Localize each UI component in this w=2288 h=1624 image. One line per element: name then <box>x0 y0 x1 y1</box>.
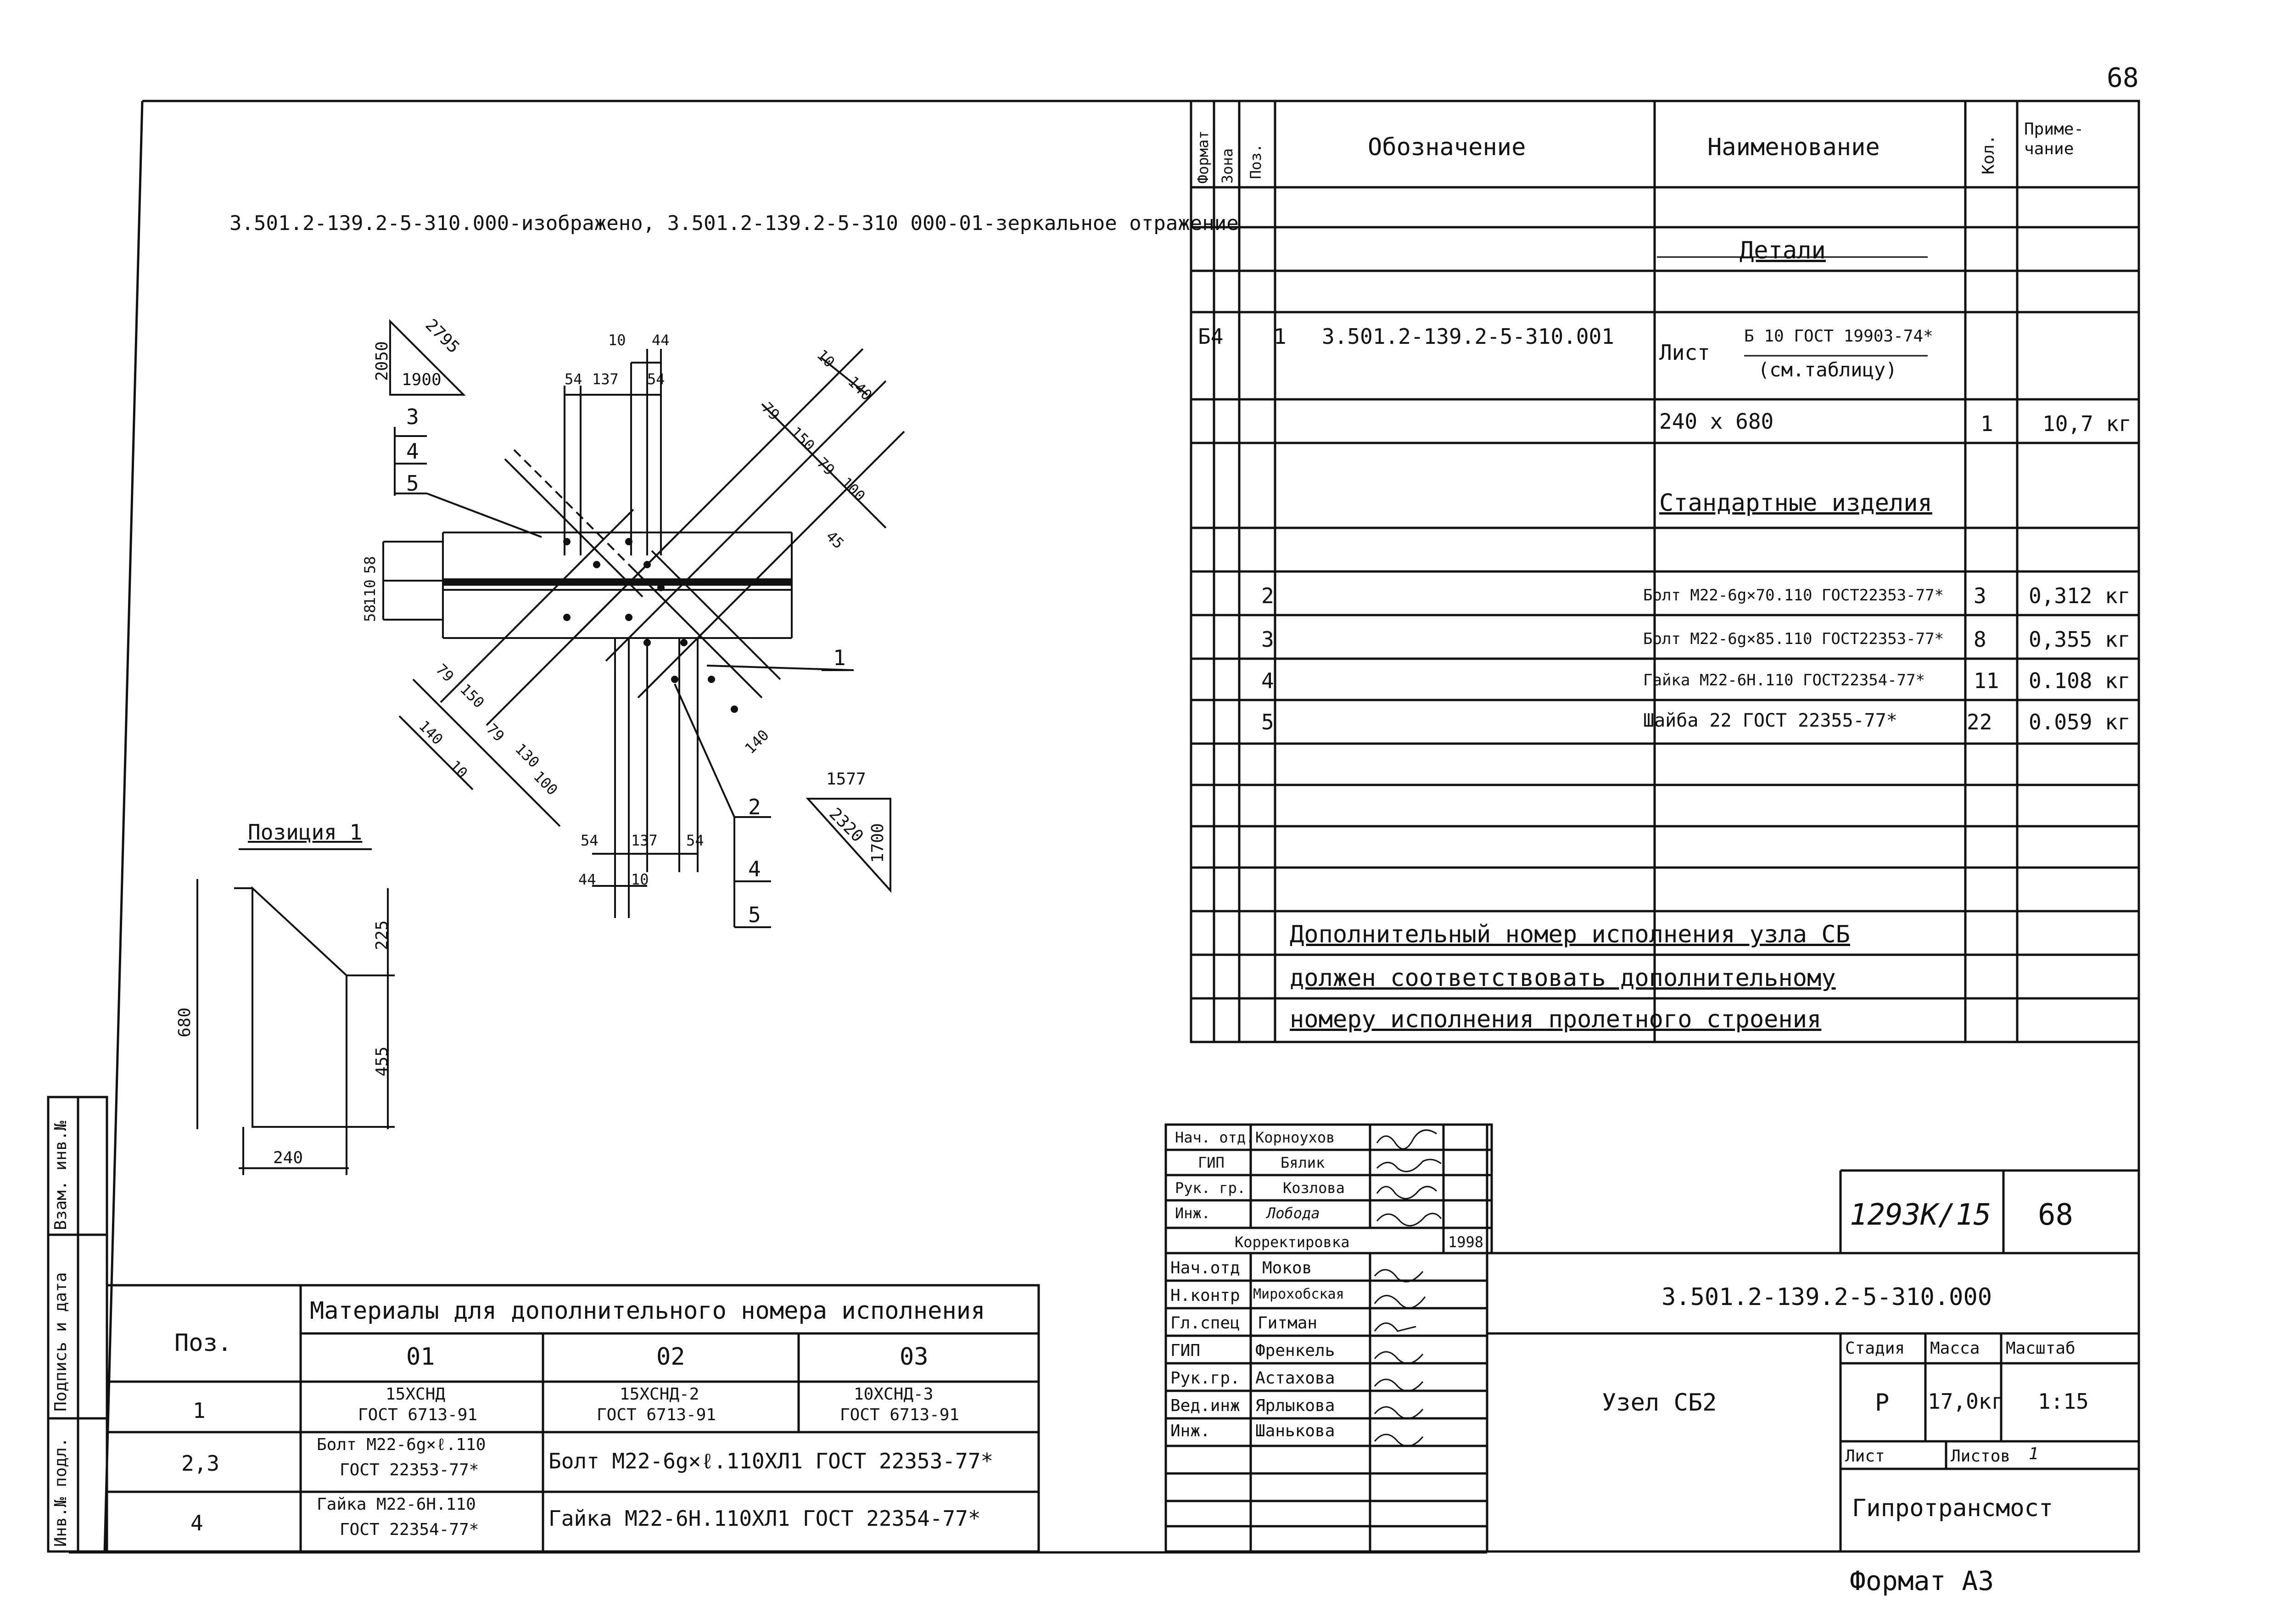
dim-lower-left: 130 <box>512 740 543 771</box>
stamp-role: Инж. <box>1170 1422 1210 1440</box>
row-note: 0.108 кг <box>2029 668 2131 693</box>
format-label: Формат А3 <box>1850 1565 1994 1596</box>
stamp-small-role: Нач. отд. <box>1175 1129 1255 1146</box>
section-details: Детали <box>1740 237 1826 264</box>
dim-right: 150 <box>787 423 818 454</box>
dim-lower-left: 140 <box>415 717 447 748</box>
pos1-width: 240 <box>273 1148 303 1167</box>
leader-left: 3 <box>406 404 419 429</box>
row-pos: 4 <box>1261 668 1274 693</box>
dim-lower-left: 79 <box>483 720 508 745</box>
pos1-upper: 225 <box>373 920 392 950</box>
materials-merged: Гайка М22-6Н.110ХЛ1 ГОСТ 22354-77* <box>548 1506 981 1531</box>
stamp-small-role: ГИП <box>1198 1154 1225 1171</box>
mass-value: 17,0кг <box>1928 1389 2004 1414</box>
row-qty: 22 <box>1967 710 1992 734</box>
dim-bottom: 137 <box>631 832 658 849</box>
triangle-2-a: 1577 <box>826 770 866 789</box>
materials-pos: 1 <box>193 1398 206 1423</box>
stamp-role: Рук.гр. <box>1170 1369 1240 1388</box>
frame-top-right <box>142 101 2139 1547</box>
dim-lower-left: 100 <box>530 767 561 799</box>
triangle-2-b: 2320 <box>825 804 867 846</box>
stamp-small-role: Рук. гр. <box>1175 1179 1246 1197</box>
row-note: 0,355 кг <box>2029 627 2131 652</box>
archive-number: 1293К/15 <box>1850 1198 1992 1232</box>
leader-bottom: 4 <box>748 857 761 881</box>
size-qty: 1 <box>1980 411 1993 436</box>
stamp-role: Нач.отд <box>1170 1259 1240 1277</box>
detail-format: Б4 <box>1198 324 1224 349</box>
leader-pos1: 1 <box>833 645 846 670</box>
dim-right: 79 <box>813 454 839 479</box>
dim-140-right: 140 <box>741 726 772 757</box>
sheets-label: Листов <box>1951 1447 2011 1466</box>
sheet-label: Лист <box>1845 1447 1885 1466</box>
dim-top: 10 <box>608 331 626 349</box>
row-pos: 2 <box>1261 583 1274 608</box>
row-pos: 3 <box>1261 627 1274 652</box>
triangle-1-c: 1900 <box>402 370 442 389</box>
stamp-role: Н.контр <box>1170 1286 1240 1305</box>
materials-cell: ГОСТ 6713-91 <box>597 1406 716 1424</box>
dim-bottom: 54 <box>581 832 599 849</box>
spec-header-zone: Зона <box>1219 148 1236 184</box>
side-signature-date: Подпись и дата <box>51 1272 70 1411</box>
row-name: Шайба 22 ГОСТ 22355-77* <box>1643 710 1897 731</box>
stamp-small-person: Козлова <box>1283 1179 1345 1197</box>
row-qty: 3 <box>1974 583 1986 608</box>
leader-left: 5 <box>406 471 419 496</box>
materials-col: 01 <box>406 1343 435 1371</box>
dim-top: 54 <box>565 370 582 388</box>
row-name: Болт М22-6g×85.110 ГОСТ22353-77* <box>1643 630 1944 648</box>
scale-value: 1:15 <box>2038 1389 2089 1414</box>
dim-right: 79 <box>758 398 783 424</box>
materials-title: Материалы для дополнительного номера исполнения <box>310 1297 985 1325</box>
detail-name-prefix: Лист <box>1659 340 1710 365</box>
pos1-title: Позиция 1 <box>248 820 363 845</box>
stage-value: Р <box>1875 1389 1890 1417</box>
row-pos: 5 <box>1261 710 1274 734</box>
stamp-person: Мирохобская <box>1253 1286 1344 1302</box>
note-line: номеру исполнения пролетного строения <box>1290 1006 1822 1033</box>
spec-header-designation: Обозначение <box>1368 134 1526 161</box>
materials-col: 03 <box>900 1343 929 1371</box>
materials-cell: Болт М22-6g×ℓ.110 <box>317 1435 486 1454</box>
stamp-small-person: Бялик <box>1281 1154 1325 1171</box>
organization: Гипротрансмост <box>1852 1495 2053 1522</box>
leader-left: 4 <box>406 439 419 464</box>
pos1-lower: 455 <box>373 1046 392 1076</box>
stamp-role: Гл.спец <box>1170 1314 1240 1333</box>
stamp-year: 1998 <box>1448 1233 1484 1251</box>
signatures <box>1375 1130 1441 1446</box>
stamp-role: Вед.инж <box>1170 1396 1240 1415</box>
dim-lower-left: 150 <box>457 680 488 711</box>
dim-left-vertical: 58 <box>361 604 379 622</box>
leader-bottom: 2 <box>748 795 761 819</box>
materials-cell: 15ХСНД-2 <box>620 1385 699 1404</box>
spec-header-format: Формат <box>1194 130 1212 184</box>
materials-cell: Гайка М22-6Н.110 <box>317 1495 476 1514</box>
materials-cell: 10ХСНД-3 <box>854 1385 934 1404</box>
stamp-small-role: Инж. <box>1175 1204 1211 1222</box>
triangle-1-b: 2795 <box>421 315 463 357</box>
detail-pos: 1 <box>1274 324 1287 349</box>
size-name: 240 х 680 <box>1659 409 1774 434</box>
sheet-number: 68 <box>2038 1198 2074 1232</box>
materials-pos: 2,3 <box>181 1451 220 1476</box>
pos1-height: 680 <box>175 1007 194 1037</box>
row-note: 0,312 кг <box>2029 583 2131 608</box>
frame-left <box>105 101 142 1552</box>
materials-col: 02 <box>656 1343 685 1371</box>
dim-bottom: 10 <box>631 871 649 888</box>
materials-cell: ГОСТ 6713-91 <box>840 1406 960 1424</box>
side-vzam-inv: Взам. инв.№ <box>51 1120 70 1230</box>
triangle-1-a: 2050 <box>373 341 392 381</box>
stamp-small-person: Лобода <box>1267 1204 1320 1222</box>
scale-label: Масштаб <box>2006 1339 2075 1358</box>
stamp-person: Гитман <box>1258 1314 1318 1333</box>
position-1-plate <box>252 888 347 1127</box>
stamp-person: Френкель <box>1255 1341 1335 1360</box>
row-name: Гайка М22-6Н.110 ГОСТ22354-77* <box>1643 671 1925 689</box>
stage-label: Стадия <box>1845 1339 1905 1358</box>
stamp-person: Ярлыкова <box>1255 1396 1335 1415</box>
spec-header-pos: Поз. <box>1247 143 1264 179</box>
detail-name-bottom: (см.таблицу) <box>1758 358 1897 381</box>
dim-bottom: 54 <box>686 832 704 849</box>
dim-top: 54 <box>647 370 665 388</box>
doc-code: 3.501.2-139.2-5-310.000 <box>1661 1283 1992 1311</box>
stamp-person: Моков <box>1262 1259 1312 1277</box>
dim-right: 140 <box>845 373 876 404</box>
row-name: Болт М22-6g×70.110 ГОСТ22353-77* <box>1643 586 1944 605</box>
materials-pos-header: Поз. <box>174 1329 232 1357</box>
materials-cell: ГОСТ 6713-91 <box>358 1406 478 1424</box>
object-name: Узел СБ2 <box>1602 1389 1717 1417</box>
section-standard: Стандартные изделия <box>1659 489 1932 517</box>
dim-left-vertical: 58 <box>361 556 379 574</box>
materials-cell: 15ХСНД <box>386 1385 446 1404</box>
row-qty: 11 <box>1974 668 1999 693</box>
bolt-holes <box>563 538 738 713</box>
row-qty: 8 <box>1974 627 1986 652</box>
dim-right: 45 <box>822 527 848 553</box>
triangle-2-c: 1700 <box>868 823 887 863</box>
node-drawing <box>197 321 904 1175</box>
detail-name-top: Б 10 ГОСТ 19903-74* <box>1744 327 1933 346</box>
dim-lower-left: 10 <box>446 756 471 782</box>
spec-header-note: Приме- чание <box>2024 120 2084 159</box>
leader-bottom: 5 <box>748 902 761 927</box>
sheets-value: 1 <box>2029 1445 2039 1463</box>
stamp-person: Астахова <box>1255 1369 1335 1388</box>
dim-lower-left: 79 <box>432 660 458 686</box>
dim-right: 100 <box>838 474 869 505</box>
stamp-person: Шанькова <box>1255 1422 1335 1440</box>
materials-pos: 4 <box>190 1511 203 1535</box>
dim-left-vertical: 110 <box>361 579 379 606</box>
size-note: 10,7 кг <box>2042 411 2131 436</box>
materials-cell: ГОСТ 22353-77* <box>340 1461 479 1479</box>
mass-label: Масса <box>1930 1339 1980 1358</box>
page-number: 68 <box>2107 62 2139 93</box>
materials-merged: Болт М22-6g×ℓ.110ХЛ1 ГОСТ 22353-77* <box>548 1449 994 1473</box>
dim-right: 10 <box>813 346 839 371</box>
caption: 3.501.2-139.2-5-310.000-изображено, 3.501.2-139.2-5-310 000-01-зеркальное отражение <box>229 212 1239 235</box>
materials-cell: ГОСТ 22354-77* <box>340 1520 479 1539</box>
detail-designation: 3.501.2-139.2-5-310.001 <box>1322 324 1614 349</box>
note-line: Дополнительный номер исполнения узла СБ <box>1290 921 1850 948</box>
stamp-role: ГИП <box>1170 1341 1201 1360</box>
row-note: 0.059 кг <box>2029 710 2131 734</box>
spec-header-name: Наименование <box>1707 134 1880 161</box>
stamp-correction: Корректировка <box>1235 1233 1350 1251</box>
spec-header-qty: Кол. <box>1979 134 1998 174</box>
stamp-small-person: Корноухов <box>1255 1129 1335 1146</box>
dim-top: 137 <box>592 370 619 388</box>
dim-bottom: 44 <box>578 871 596 888</box>
note-line: должен соответствовать дополнительному <box>1290 964 1836 992</box>
dim-top: 44 <box>652 331 670 349</box>
side-inv-podl: Инв.№ подл. <box>51 1437 70 1547</box>
